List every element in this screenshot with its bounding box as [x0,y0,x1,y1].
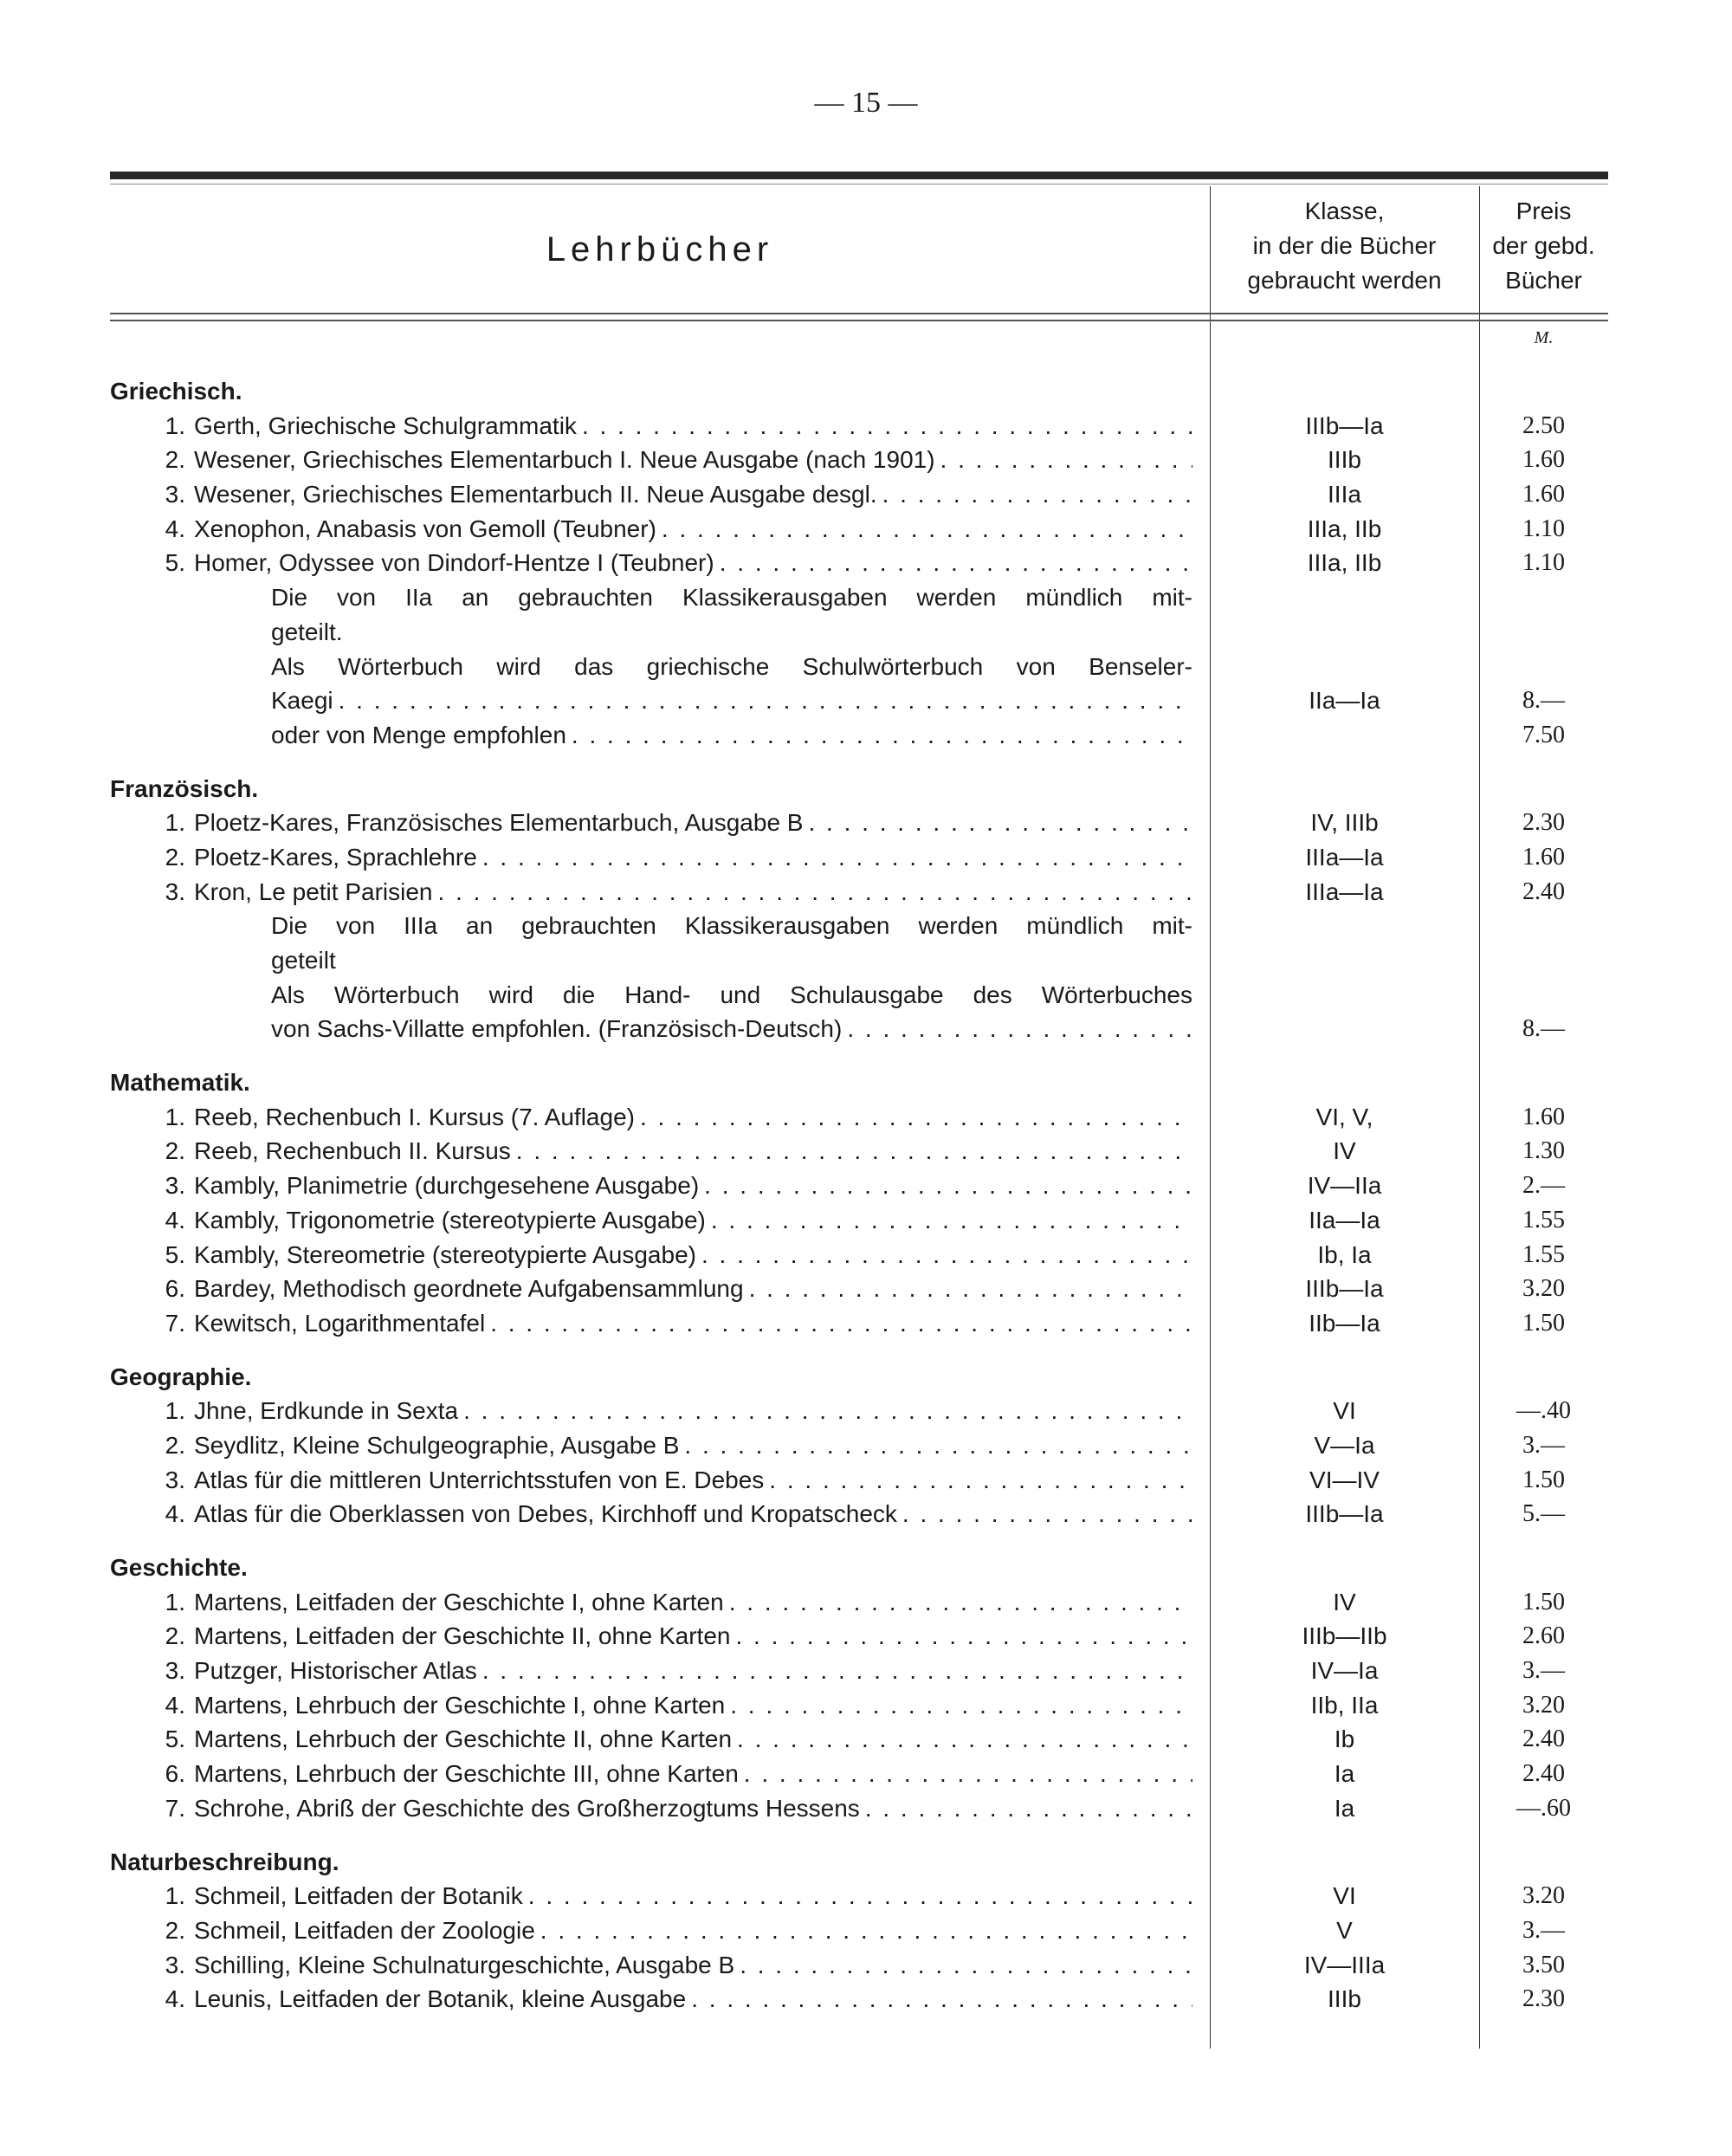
table-title: Lehrbücher [546,230,774,269]
dot-leader [686,1982,1192,2017]
klasse-cell [1210,650,1479,684]
dot-leader [706,1203,1192,1238]
dot-leader [511,1134,1192,1169]
preis-cell: 8.— [1522,1015,1565,1043]
preis-cell: 2.30 [1522,809,1565,837]
book-title-cell [110,1100,1192,1135]
preis-cell: 2.40 [1522,877,1565,905]
dot-leader [842,1012,1192,1046]
klasse-cell: Ia [1334,1760,1355,1788]
preis-cell [1479,580,1608,615]
book-title-cell [110,978,1192,1013]
item-number: 3. [165,481,185,508]
item-number: 4. [165,1500,185,1528]
klasse-cell: IIIa, IIb [1307,515,1382,542]
book-title-cell [110,1688,1192,1723]
preis-cell: 3.20 [1522,1882,1565,1910]
preis-cell: 2.50 [1522,411,1565,439]
dot-leader [734,1948,1192,1983]
note-text: geteilt [271,947,336,974]
note-row [110,718,1608,753]
book-title: Homer, Odyssee von Dindorf-Hentze I (Teubner) [194,549,714,577]
klasse-cell: IIa—Ia [1309,687,1380,715]
note-row [110,580,1608,615]
preis-cell: 1.55 [1522,1206,1565,1233]
dot-leader [725,1688,1192,1723]
klasse-cell: VI [1333,1397,1356,1425]
item-number: 1. [165,1103,185,1130]
subject-section [110,1551,1608,1826]
book-title-cell [110,409,1192,444]
item-number: 2. [165,1916,185,1944]
note-text: oder von Menge empfohlen [271,721,566,748]
book-title: Kron, Le petit Parisien [194,877,433,905]
book-row [110,1688,1608,1723]
section-heading: Geographie. [110,1363,252,1390]
top-rule-thin [110,184,1608,185]
dot-leader [635,1100,1192,1135]
dot-leader [699,1169,1192,1203]
section-heading: Naturbeschreibung. [110,1848,339,1875]
item-number: 1. [165,1882,185,1910]
item-number: 4. [165,1206,185,1233]
preis-cell: 2.— [1522,1172,1565,1200]
preis-cell: —.40 [1516,1397,1571,1425]
book-title: Kambly, Trigonometrie (stereotypierte Ausgabe) [194,1206,706,1233]
book-title: Reeb, Rechenbuch I. Kursus (7. Auflage) [194,1103,635,1130]
book-title: Wesener, Griechisches Elementarbuch II. Neue Ausgabe desgl. [194,481,877,508]
book-title-cell [110,1463,1192,1498]
book-title: Ploetz-Kares, Französisches Elementarbuch, Ausgabe B [194,809,804,837]
book-title-cell [110,443,1192,477]
book-row [110,477,1608,512]
preis-cell: 2.60 [1522,1622,1565,1650]
dot-leader [744,1272,1192,1306]
klasse-cell: IV—IIa [1307,1172,1382,1200]
book-title: Putzger, Historischer Atlas [194,1657,477,1685]
book-row [110,1238,1608,1272]
book-row [110,1306,1608,1341]
preis-cell [1479,909,1608,943]
dot-leader [333,683,1192,718]
note-row [110,615,1608,650]
preis-cell: 3.— [1522,1431,1565,1459]
book-title-cell [110,1982,1192,2017]
book-title-cell [110,580,1192,615]
item-number: 1. [165,1397,185,1425]
book-title: Xenophon, Anabasis von Gemoll (Teubner) [194,515,656,542]
book-title: Reeb, Rechenbuch II. Kursus [194,1137,511,1165]
dot-leader [656,512,1192,547]
item-number: 4. [165,1985,185,2013]
preis-cell: 8.— [1522,687,1565,715]
book-row [110,409,1608,444]
section-heading: Mathematik. [110,1069,250,1097]
book-row [110,1791,1608,1826]
preis-cell: 1.50 [1522,1588,1565,1615]
dot-leader [577,409,1192,444]
note-text: Die von IIa an gebrauchten Klassikerausgaben werden mündlich mit- [271,584,1192,612]
preis-header-line: der gebd. [1492,232,1595,259]
book-title: Schrohe, Abriß der Geschichte des Großherzogtums Hessens [194,1794,860,1822]
klasse-cell: IIIb—IIb [1302,1622,1387,1650]
book-title-cell [110,615,1192,650]
book-title: Schmeil, Leitfaden der Botanik [194,1882,523,1910]
klasse-cell: IIIb—Ia [1305,1275,1384,1303]
book-title-cell [110,1722,1192,1757]
klasse-cell: IIIa—Ia [1305,877,1384,905]
preis-cell: 3.— [1522,1657,1565,1685]
dot-leader [877,477,1192,512]
note-row [110,943,1608,978]
dot-leader [535,1913,1192,1948]
book-title: Martens, Lehrbuch der Geschichte II, ohne Karten [194,1725,733,1753]
dot-leader [523,1879,1192,1913]
note-row [110,909,1608,943]
page-number: — 15 — [814,87,918,119]
note-row [110,978,1608,1013]
preis-cell: 1.60 [1522,481,1565,508]
item-number: 4. [165,1691,185,1719]
currency-row [110,320,1608,355]
book-row [110,1134,1608,1169]
book-title-cell [110,1306,1192,1341]
preis-cell: 1.50 [1522,1309,1565,1337]
preis-cell: 2.40 [1522,1725,1565,1753]
book-title-cell [110,1585,1192,1620]
note-text: Kaegi [271,687,333,715]
book-title: Gerth, Griechische Schulgrammatik [194,411,577,439]
subject-section [110,1360,1608,1531]
book-row [110,1948,1608,1983]
book-title-cell [110,1394,1192,1428]
item-number: 2. [165,1622,185,1650]
item-number: 1. [165,1588,185,1615]
dot-leader [714,546,1192,580]
book-row [110,1169,1608,1203]
dot-leader [433,875,1193,910]
dot-leader [458,1394,1192,1428]
klasse-cell: IIb—Ia [1309,1309,1380,1337]
dot-leader [477,1654,1192,1688]
book-row [110,1203,1608,1238]
book-title: Martens, Lehrbuch der Geschichte I, ohne Karten [194,1691,726,1719]
klasse-cell: Ia [1334,1794,1355,1822]
top-rule [110,172,1608,179]
dot-leader [696,1238,1192,1272]
book-row [110,1757,1608,1791]
subject-section [110,1065,1608,1341]
klasse-cell: IV—Ia [1310,1657,1379,1685]
item-number: 1. [165,809,185,837]
klasse-header-line: gebraucht werden [1247,267,1442,294]
preis-cell: 1.60 [1522,1103,1565,1130]
book-row [110,806,1608,840]
book-title-cell [110,1238,1192,1272]
book-title: Martens, Leitfaden der Geschichte II, ohne Karten [194,1622,731,1650]
dot-leader [566,718,1192,753]
dot-leader [897,1497,1192,1531]
preis-column-header [1479,194,1608,298]
klasse-cell [1210,1012,1479,1046]
book-list [110,320,1608,2017]
klasse-cell [1210,943,1479,978]
klasse-header-line: Klasse, [1304,197,1385,224]
book-row [110,546,1608,580]
note-text: Als Wörterbuch wird das griechische Schulwörterbuch von Benseler- [271,652,1192,680]
klasse-cell: IIa—Ia [1309,1206,1380,1233]
note-text: von Sachs-Villatte empfohlen. (Französisch-Deutsch) [271,1015,843,1043]
dot-leader [485,1306,1192,1341]
dot-leader [935,443,1192,477]
book-row [110,875,1608,910]
klasse-cell: VI, V, [1315,1103,1373,1130]
dot-leader [803,806,1192,840]
book-title-cell [110,1134,1192,1169]
klasse-cell [1210,978,1479,1013]
book-title-cell [110,512,1192,547]
item-number: 2. [165,446,185,474]
book-title-cell [110,1497,1192,1531]
preis-cell: 3.20 [1522,1275,1565,1303]
preis-cell: 1.30 [1522,1137,1565,1165]
klasse-cell [1210,909,1479,943]
book-title: Leunis, Leitfaden der Botanik, kleine Ausgabe [194,1985,687,2013]
item-number: 5. [165,549,185,577]
section-heading: Französisch. [110,774,259,802]
item-number: 4. [165,515,185,542]
book-row [110,1428,1608,1463]
book-title-cell [110,1203,1192,1238]
book-row [110,1654,1608,1688]
preis-cell: 3.50 [1522,1951,1565,1978]
book-title-cell [110,1428,1192,1463]
preis-cell: 1.60 [1522,843,1565,871]
dot-leader [724,1585,1192,1620]
book-title-cell [110,1012,1192,1046]
book-row [110,1585,1608,1620]
klasse-cell: VI [1333,1882,1356,1910]
subject-section [110,772,1608,1047]
book-title: Wesener, Griechisches Elementarbuch I. Neue Ausgabe (nach 1901) [194,446,935,474]
book-title-cell [110,477,1192,512]
preis-cell: 1.50 [1522,1466,1565,1493]
book-title-cell [110,650,1192,684]
book-title: Schmeil, Leitfaden der Zoologie [194,1916,535,1944]
klasse-cell: IV, IIIb [1310,809,1379,837]
item-number: 2. [165,1431,185,1459]
book-row [110,1879,1608,1913]
item-number: 3. [165,1172,185,1200]
book-row [110,840,1608,875]
book-title-cell [110,840,1192,875]
note-text: Die von IIIa an gebrauchten Klassikerausgaben werden mündlich mit- [271,912,1192,940]
item-number: 2. [165,1137,185,1165]
currency-mark: M. [1534,328,1554,347]
book-title: Ploetz-Kares, Sprachlehre [194,843,477,871]
preis-cell: 5.— [1522,1500,1565,1528]
klasse-cell: IIIa, IIb [1307,549,1382,577]
book-title-cell [110,1791,1192,1826]
klasse-header-line: in der die Bücher [1252,232,1437,259]
book-title-cell [110,806,1192,840]
preis-cell: 1.55 [1522,1240,1565,1268]
book-title: Martens, Leitfaden der Geschichte I, ohne Karten [194,1588,724,1615]
book-row [110,1394,1608,1428]
klasse-cell [1210,580,1479,615]
book-title: Schilling, Kleine Schulnaturgeschichte, Ausgabe B [194,1951,735,1978]
dot-leader [860,1791,1192,1826]
preis-cell [1479,978,1608,1013]
book-title: Kambly, Stereometrie (stereotypierte Ausgabe) [194,1240,696,1268]
book-title-cell [110,683,1192,718]
dot-leader [764,1463,1192,1498]
klasse-cell: V [1336,1916,1353,1944]
book-title: Seydlitz, Kleine Schulgeographie, Ausgabe B [194,1431,680,1459]
dot-leader [679,1428,1192,1463]
item-number: 1. [165,411,185,439]
book-title-cell [110,909,1192,943]
preis-cell: 1.10 [1522,515,1565,542]
section-heading: Griechisch. [110,378,242,405]
book-title: Atlas für die Oberklassen von Debes, Kirchhoff und Kropatscheck [194,1500,897,1528]
book-title: Martens, Lehrbuch der Geschichte III, ohne Karten [194,1760,739,1788]
item-number: 3. [165,877,185,905]
book-title-cell [110,1619,1192,1654]
item-number: 3. [165,1657,185,1685]
dot-leader [730,1619,1192,1654]
note-row [110,1012,1608,1046]
preis-cell: 1.60 [1522,446,1565,474]
preis-header-line: Preis [1516,197,1572,224]
note-text: geteilt. [271,618,343,645]
dot-leader [477,840,1192,875]
book-title: Jhne, Erdkunde in Sexta [194,1397,459,1425]
klasse-cell: IV—IIIa [1303,1951,1386,1978]
book-row [110,1100,1608,1135]
book-row [110,1722,1608,1757]
item-number: 6. [165,1760,185,1788]
book-title: Bardey, Methodisch geordnete Aufgabensammlung [194,1275,744,1303]
klasse-cell: IIIb [1328,446,1361,474]
preis-cell [1479,650,1608,684]
item-number: 5. [165,1725,185,1753]
klasse-column-header [1210,194,1479,298]
subject-section [110,374,1608,753]
klasse-cell: V—Ia [1314,1431,1375,1459]
book-title-cell [110,1948,1192,1983]
book-title-cell [110,1913,1192,1948]
book-row [110,1497,1608,1531]
klasse-cell [1210,718,1479,753]
preis-cell: 2.30 [1522,1985,1565,2013]
book-title-cell [110,1879,1192,1913]
book-title-cell [110,1272,1192,1306]
klasse-cell: IIIb—Ia [1305,411,1384,439]
klasse-cell: IV [1333,1137,1356,1165]
book-row [110,1619,1608,1654]
preis-cell [1479,943,1608,978]
klasse-cell: IV [1333,1588,1356,1615]
preis-cell [1479,615,1608,650]
preis-cell: —.60 [1516,1794,1571,1822]
book-title: Atlas für die mittleren Unterrichtsstufen von E. Debes [194,1466,765,1493]
klasse-cell: Ib, Ia [1317,1240,1372,1268]
note-text: Als Wörterbuch wird die Hand- und Schulausgabe des Wörterbuches [271,981,1192,1008]
book-title-cell [110,1169,1192,1203]
section-heading: Geschichte. [110,1554,248,1581]
klasse-cell: VI—IV [1309,1466,1380,1493]
book-row [110,512,1608,547]
note-row [110,650,1608,684]
item-number: 3. [165,1466,185,1493]
preis-cell: 2.40 [1522,1760,1565,1788]
preis-header-line: Bücher [1505,267,1582,294]
book-row [110,1463,1608,1498]
book-row [110,1982,1608,2017]
book-title: Kambly, Planimetrie (durchgesehene Ausgabe) [194,1172,700,1200]
book-title-cell [110,1654,1192,1688]
book-row [110,1913,1608,1948]
book-title-cell [110,943,1192,978]
subject-section [110,1845,1608,2017]
book-title: Kewitsch, Logarithmentafel [194,1309,486,1337]
book-title-cell [110,718,1192,753]
klasse-cell: IIIa [1328,481,1361,508]
book-title-cell [110,875,1192,910]
preis-cell: 3.20 [1522,1691,1565,1719]
book-row [110,443,1608,477]
item-number: 2. [165,843,185,871]
book-row [110,1272,1608,1306]
item-number: 5. [165,1240,185,1268]
preis-cell: 3.— [1522,1916,1565,1944]
item-number: 3. [165,1951,185,1978]
book-title-cell [110,546,1192,580]
preis-cell: 7.50 [1522,721,1565,748]
klasse-cell: IIIb—Ia [1305,1500,1384,1528]
klasse-cell: IIb, IIa [1310,1691,1379,1719]
klasse-cell: IIIb [1328,1985,1361,2013]
item-number: 6. [165,1275,185,1303]
dot-leader [739,1757,1192,1791]
preis-cell: 1.10 [1522,549,1565,577]
klasse-cell [1210,615,1479,650]
dot-leader [732,1722,1192,1757]
item-number: 7. [165,1309,185,1337]
header-rule [110,313,1608,314]
book-title-cell [110,1757,1192,1791]
note-row [110,683,1608,718]
klasse-cell: IIIa—Ia [1305,843,1384,871]
klasse-cell: Ib [1334,1725,1355,1753]
item-number: 7. [165,1794,185,1822]
